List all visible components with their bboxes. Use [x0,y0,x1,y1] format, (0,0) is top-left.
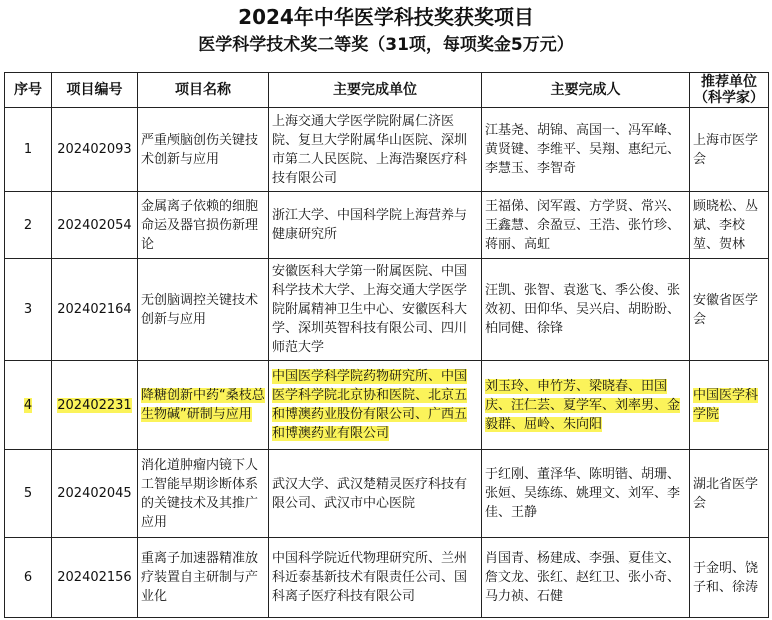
row-persons: 江基尧、胡锦、高国一、冯军峰、黄贤键、李维平、吴翔、惠纪元、李慧玉、李智奇 [482,108,690,192]
row-persons: 王福俤、闵军霞、方学贤、常兴、王鑫慧、余盈豆、王浩、张竹珍、蒋丽、高虹 [482,192,690,259]
header-units: 主要完成单位 [269,73,482,108]
row-code: 202402156 [52,538,138,618]
header-code: 项目编号 [52,73,138,108]
row-name: 降糖创新中药“桑枝总生物碱”研制与应用 [138,361,269,450]
row-recommender: 湖北省医学会 [690,450,769,538]
row-units: 中国科学院近代物理研究所、兰州科近泰基新技术有限责任公司、国科离子医疗科技有限公司 [269,538,482,618]
row-recommender: 顾晓松、丛斌、李校堃、贺林 [690,192,769,259]
row-units: 上海交通大学医学院附属仁济医院、复旦大学附属华山医院、深圳市第二人民医院、上海浩聚医疗科技有限公司 [269,108,482,192]
row-code: 202402164 [52,259,138,361]
row-recommender: 于金明、饶子和、徐涛 [690,538,769,618]
header-persons: 主要完成人 [482,73,690,108]
row-name: 金属离子依赖的细胞命运及器官损伤新理论 [138,192,269,259]
row-units: 安徽医科大学第一附属医院、中国科学技术大学、上海交通大学医学院附属精神卫生中心、安徽医科大学、深圳英智科技有限公司、四川师范大学 [269,259,482,361]
row-seq: 5 [5,450,52,538]
header-name: 项目名称 [138,73,269,108]
awards-table [4,72,769,618]
row-seq: 2 [5,192,52,259]
table-row [5,192,769,259]
row-code: 202402054 [52,192,138,259]
row-persons: 肖国青、杨建成、李强、夏佳文、詹文龙、张红、赵红卫、张小奇、马力祯、石健 [482,538,690,618]
row-seq: 1 [5,108,52,192]
row-name: 重离子加速器精准放疗装置自主研制与产业化 [138,538,269,618]
row-recommender: 安徽省医学会 [690,259,769,361]
row-code: 202402045 [52,450,138,538]
row-seq: 4 [5,361,52,450]
header-seq: 序号 [5,73,52,108]
table-row [5,259,769,361]
row-name: 消化道肿瘤内镜下人工智能早期诊断体系的关键技术及其推广应用 [138,450,269,538]
table-row [5,108,769,192]
row-persons: 汪凯、张智、袁逖飞、季公俊、张效初、田仰华、吴兴启、胡盼盼、柏同健、徐锋 [482,259,690,361]
row-persons: 于红刚、董泽华、陈明锴、胡珊、张姮、吴练练、姚理文、刘军、李佳、王静 [482,450,690,538]
table-row [5,538,769,618]
row-code: 202402093 [52,108,138,192]
row-units: 中国医学科学院药物研究所、中国医学科学院北京协和医院、北京五和博澳药业股份有限公司、广西五和博澳药业有限公司 [269,361,482,450]
table-row-highlighted [5,361,769,450]
row-seq: 6 [5,538,52,618]
table-header-row [5,73,769,108]
page-title: 2024年中华医学科技奖获奖项目 [238,5,534,29]
row-seq: 3 [5,259,52,361]
page-subtitle: 医学科学技术奖二等奖（31项，每项奖金5万元） [198,35,574,55]
header-recommender: 推荐单位（科学家） [690,73,769,108]
table-row [5,450,769,538]
row-persons: 刘玉玲、申竹芳、梁晓春、田国庆、汪仁芸、夏学军、刘率男、金毅群、屈岭、朱向阳 [482,361,690,450]
row-units: 武汉大学、武汉楚精灵医疗科技有限公司、武汉市中心医院 [269,450,482,538]
row-name: 无创脑调控关键技术创新与应用 [138,259,269,361]
row-code: 202402231 [52,361,138,450]
row-recommender: 中国医学科学院 [690,361,769,450]
row-units: 浙江大学、中国科学院上海营养与健康研究所 [269,192,482,259]
row-name: 严重颅脑创伤关键技术创新与应用 [138,108,269,192]
row-recommender: 上海市医学会 [690,108,769,192]
